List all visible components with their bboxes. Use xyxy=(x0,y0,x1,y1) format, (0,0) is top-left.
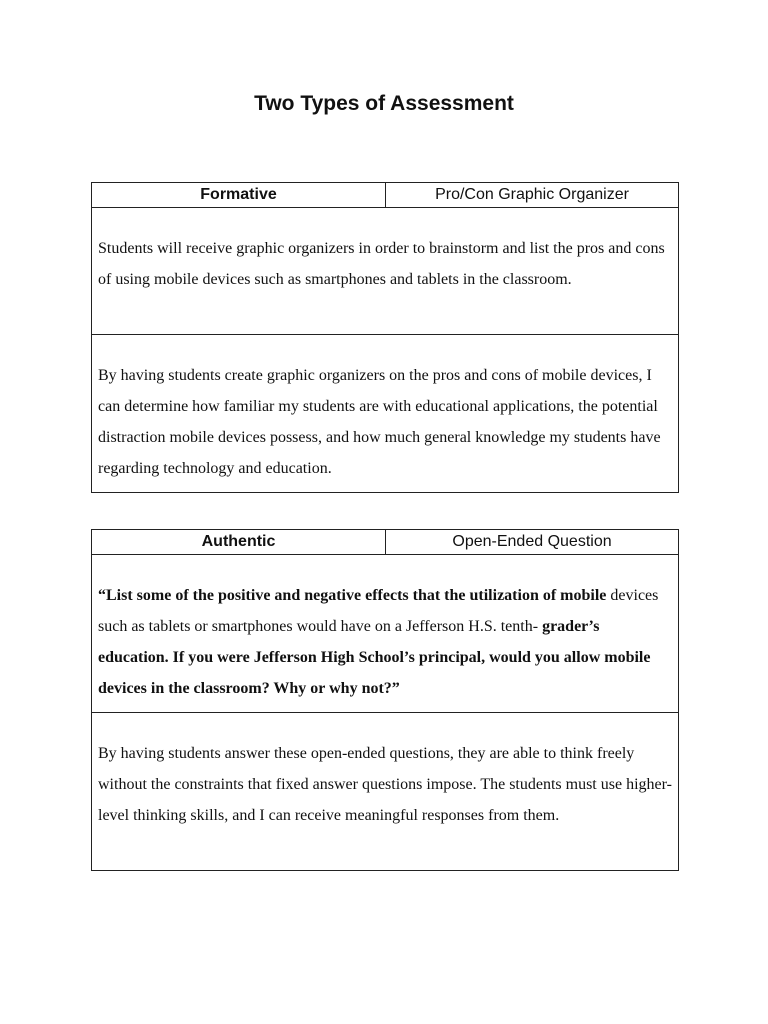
authentic-question xyxy=(92,555,679,713)
formative-description: Students will receive graphic organizers in order to brainstorm and list the pros and cons of using mobile devices such as smartphones and tablets in the classroom. xyxy=(92,208,679,335)
authentic-header-row xyxy=(92,530,679,555)
formative-assessment-table xyxy=(91,182,679,493)
question-part-1: “List some of the positive and negative effects that the utilization of mobile xyxy=(98,587,607,604)
page-title: Two Types of Assessment xyxy=(254,92,514,115)
authentic-assessment-table xyxy=(91,529,679,871)
authentic-type-label: Authentic xyxy=(92,530,386,555)
formative-type-label: Formative xyxy=(92,183,386,208)
formative-description-row xyxy=(92,208,679,335)
formative-method-label: Pro/Con Graphic Organizer xyxy=(386,183,679,208)
authentic-method-label: Open-Ended Question xyxy=(386,530,679,555)
question-part-3: grader’s education. If you were Jefferson High School’s principal, would you allow mobile devices in the classroom? Why or why not?” xyxy=(98,618,651,697)
authentic-question-row xyxy=(92,555,679,713)
formative-header-row xyxy=(92,183,679,208)
formative-rationale: By having students create graphic organizers on the pros and cons of mobile devices, I can determine how familiar my students are with educational applications, the potential distraction mobile devices possess, and how much general knowledge my students have regarding technology and education. xyxy=(92,335,679,493)
authentic-rationale-row xyxy=(92,713,679,871)
question-part-2: devices such as tablets or smartphones would have on a Jefferson H.S. tenth- xyxy=(98,587,659,635)
formative-rationale-row xyxy=(92,335,679,493)
authentic-rationale: By having students answer these open-ended questions, they are able to think freely without the constraints that fixed answer questions impose. The students must use higher-level thinking skills, and I can receive meaningful responses from them. xyxy=(92,713,679,871)
